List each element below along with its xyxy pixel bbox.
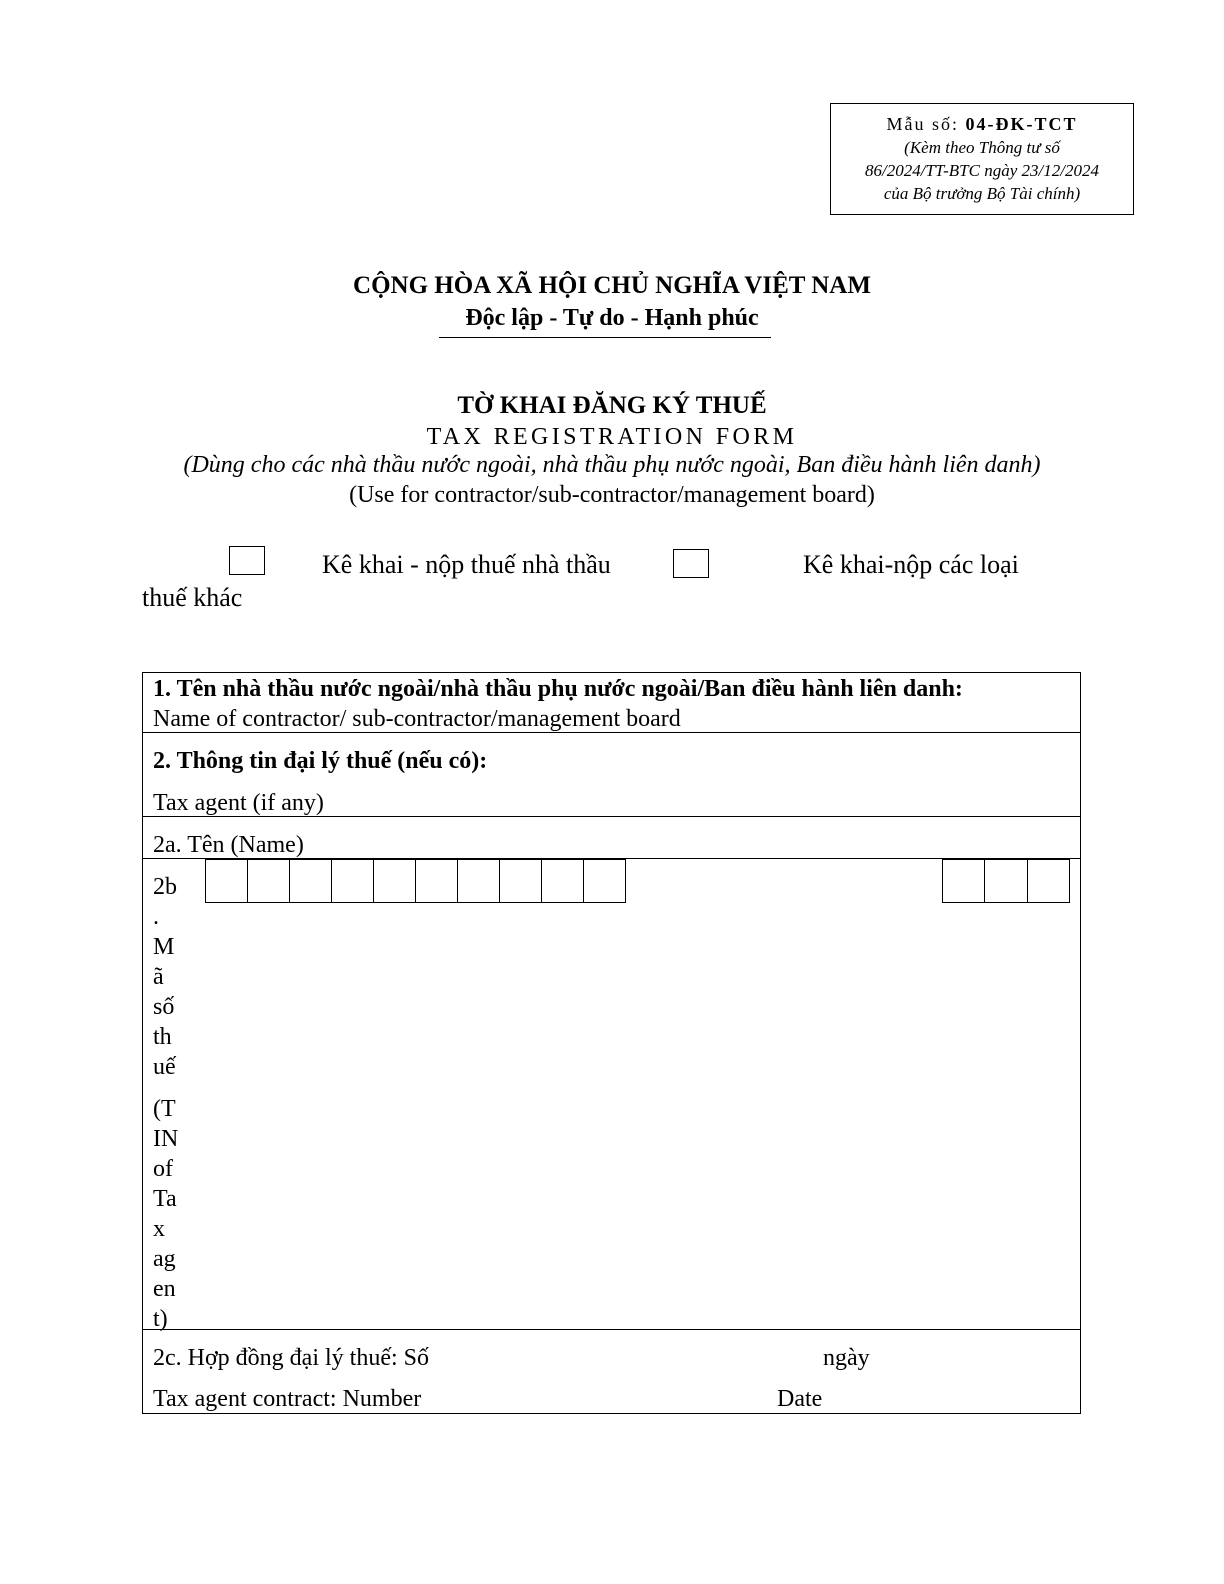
nation-heading: CỘNG HÒA XÃ HỘI CHỦ NGHĨA VIỆT NAM (353, 272, 871, 299)
agent-contract-date-label-en: Date (777, 1386, 823, 1412)
form-reference-line1: (Kèm theo Thông tư số (904, 138, 1060, 157)
form-subtitle-vn: (Dùng cho các nhà thầu nước ngoài, nhà thầu phụ nước ngoài, Ban điều hành liên danh) (183, 452, 1041, 478)
tin-label-fragment: en (153, 1276, 176, 1302)
agent-contract-number-label-en: Tax agent contract: Number (153, 1386, 422, 1412)
tin-digit-box[interactable] (206, 860, 248, 902)
tin-suffix-box[interactable] (943, 860, 985, 902)
tin-suffix-box[interactable] (985, 860, 1027, 902)
registration-table (142, 672, 1081, 1414)
form-title-vn: TỜ KHAI ĐĂNG KÝ THUẾ (457, 392, 767, 419)
tin-label-fragment: 2b (153, 874, 177, 900)
form-code-line (831, 113, 1133, 136)
tax-agent-tin-suffix-field[interactable] (942, 859, 1070, 903)
form-subtitle-en: (Use for contractor/sub-contractor/management board) (349, 482, 875, 508)
form-code: 04-ĐK-TCT (965, 114, 1078, 134)
tin-label-fragment: Ta (153, 1186, 177, 1212)
tin-digit-box[interactable] (248, 860, 290, 902)
tin-digit-box[interactable] (416, 860, 458, 902)
tin-suffix-box[interactable] (1028, 860, 1069, 902)
form-reference-line3: của Bộ trưởng Bộ Tài chính) (883, 184, 1081, 203)
tax-agent-heading-en: Tax agent (if any) (153, 790, 324, 816)
tin-digit-box[interactable] (332, 860, 374, 902)
tin-label-fragment: (T (153, 1096, 176, 1122)
tin-label-fragment: IN (153, 1126, 179, 1152)
contractor-name-label-vn: 1. Tên nhà thầu nước ngoài/nhà thầu phụ nước ngoài/Ban điều hành liên danh: (153, 676, 963, 702)
tax-agent-tin-label (153, 872, 183, 1334)
tin-digit-box[interactable] (290, 860, 332, 902)
row-divider-4 (142, 1329, 1081, 1330)
tin-label-fragment: of (153, 1156, 173, 1182)
agent-contract-date-label-vn: ngày (823, 1345, 870, 1371)
tin-digit-box[interactable] (500, 860, 542, 902)
other-tax-label-line2: thuế khác (142, 583, 243, 612)
tin-label-fragment: số (153, 994, 175, 1020)
tax-agent-heading-vn: 2. Thông tin đại lý thuế (nếu có): (153, 748, 488, 774)
tin-label-fragment: ag (153, 1246, 176, 1272)
tin-label-fragment: x (153, 1216, 165, 1242)
tin-digit-box[interactable] (542, 860, 584, 902)
tax-agent-name-label: 2a. Tên (Name) (153, 832, 304, 858)
tin-digit-box[interactable] (458, 860, 500, 902)
contractor-tax-checkbox[interactable] (229, 546, 265, 575)
form-code-label: Mẫu số: (886, 114, 959, 134)
tin-label-fragment: uế (153, 1054, 176, 1080)
motto: Độc lập - Tự do - Hạnh phúc (465, 305, 759, 331)
tin-label-fragment: t) (153, 1306, 168, 1332)
agent-contract-number-label-vn: 2c. Hợp đồng đại lý thuế: Số (153, 1345, 429, 1371)
tin-label-fragment: . (153, 904, 159, 930)
tin-digit-box[interactable] (374, 860, 416, 902)
tin-digit-box[interactable] (584, 860, 625, 902)
tin-label-fragment: th (153, 1024, 172, 1050)
contractor-tax-label: Kê khai - nộp thuế nhà thầu (322, 550, 611, 579)
contractor-name-label-en: Name of contractor/ sub-contractor/management board (153, 706, 681, 732)
other-tax-label-line1: Kê khai-nộp các loại (803, 550, 1019, 579)
tax-agent-tin-field[interactable] (205, 859, 626, 903)
form-reference-line2: 86/2024/TT-BTC ngày 23/12/2024 (865, 161, 1099, 180)
tin-label-fragment: ã (153, 964, 164, 990)
form-number-box (830, 103, 1134, 215)
tin-label-fragment: M (153, 934, 175, 960)
motto-underline (439, 337, 771, 338)
other-tax-checkbox[interactable] (673, 549, 709, 578)
form-title-en: TAX REGISTRATION FORM (426, 424, 798, 450)
